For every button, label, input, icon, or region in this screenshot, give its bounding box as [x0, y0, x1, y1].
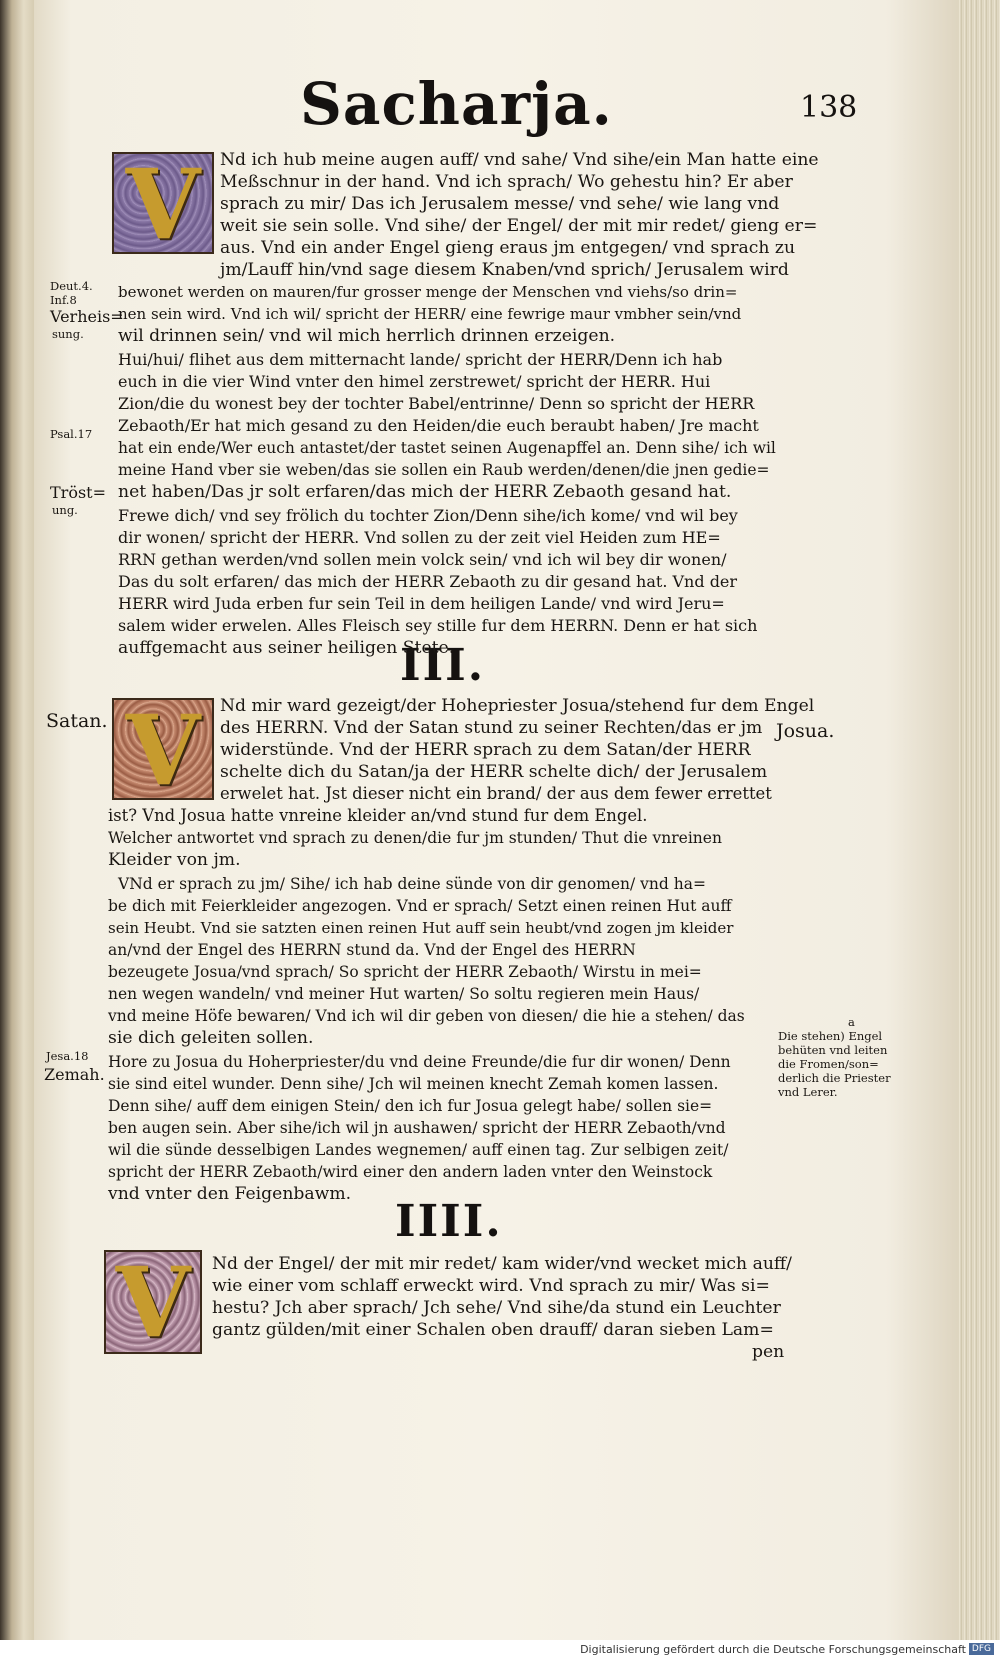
footnote-marker: a [848, 1015, 855, 1029]
margin-reference: Jesa.18 [46, 1049, 89, 1063]
initial-letter: V [125, 152, 201, 254]
margin-reference: Inf.8 [50, 293, 77, 307]
text-line: sie dich geleiten sollen. [108, 1028, 314, 1048]
margin-note: Zemah. [44, 1065, 105, 1084]
text-line: Hui/hui/ flihet aus dem mitternacht lande/ spricht der HERR/Denn ich hab [118, 350, 723, 369]
text-line: Meßschnur in der hand. Vnd ich sprach/ Wo gehestu hin? Er aber [220, 172, 793, 192]
text-line: Hore zu Josua du Hoherpriester/du vnd deine Freunde/die fur dir wonen/ Denn [108, 1053, 731, 1071]
text-line: gantz gülden/mit einer Schalen oben drauff/ daran sieben Lam= [212, 1320, 774, 1340]
text-line: hat ein ende/Wer euch antastet/der tastet seinen Augenapffel an. Denn sihe/ ich wil [118, 439, 776, 457]
text-line: salem wider erwelen. Alles Fleisch sey stille fur dem HERRN. Denn er hat sich [118, 616, 758, 635]
chapter-heading: IIII. [395, 1196, 503, 1247]
text-line: bewonet werden on mauren/fur grosser menge der Menschen vnd viehs/so drin= [118, 283, 738, 301]
text-line: auffgemacht aus seiner heiligen Stete. [118, 638, 455, 658]
margin-reference: Psal.17 [50, 427, 93, 441]
text-line: weit sie sein solle. Vnd sihe/ der Engel/ der mit mir redet/ gieng er= [220, 216, 818, 236]
text-line: ist? Vnd Josua hatte vnreine kleider an/vnd stund fur dem Engel. [108, 806, 648, 825]
text-line: wil die sünde desselbigen Landes wegnemen/ auff einen tag. Zur selbigen zeit/ [108, 1141, 729, 1159]
gloss-line: vnd Lerer. [778, 1085, 838, 1099]
text-line: be dich mit Feierkleider angezogen. Vnd er sprach/ Setzt einen reinen Hut auff [108, 897, 732, 915]
margin-note: Verheis= [50, 307, 124, 326]
gloss-line: Die stehen) Engel [778, 1029, 883, 1043]
decorated-initial [112, 698, 214, 800]
text-line: Nd ich hub meine augen auff/ vnd sahe/ Vnd sihe/ein Man hatte eine [220, 150, 819, 170]
text-line: vnd vnter den Feigenbawm. [108, 1184, 352, 1204]
initial-letter: V [125, 698, 201, 800]
text-line: Das du solt erfaren/ das mich der HERR Zebaoth zu dir gesand hat. Vnd der [118, 572, 738, 591]
decorated-initial [112, 152, 214, 254]
text-line: Denn sihe/ auff dem einigen Stein/ den ich fur Josua gelegt habe/ sollen sie= [108, 1097, 713, 1115]
text-line: wie einer vom schlaff erweckt wird. Vnd sprach zu mir/ Was si= [212, 1276, 770, 1296]
text-line: an/vnd der Engel des HERRN stund da. Vnd der Engel des HERRN [108, 941, 636, 959]
text-line: sprach zu mir/ Das ich Jerusalem messe/ vnd sehe/ wie lang vnd [220, 194, 780, 214]
text-line: Welcher antwortet vnd sprach zu denen/die fur jm stunden/ Thut die vnreinen [108, 829, 722, 847]
left-page-edge [0, 0, 34, 1640]
text-line: sein Heubt. Vnd sie satzten einen reinen Hut auff sein heubt/vnd zogen jm kleider [108, 919, 734, 937]
text-line: Nd der Engel/ der mit mir redet/ kam wider/vnd wecket mich auff/ [212, 1254, 792, 1274]
page-number: 138 [800, 90, 858, 125]
text-line: des HERRN. Vnd der Satan stund zu seiner Rechten/das er jm [220, 718, 763, 738]
text-line: aus. Vnd ein ander Engel gieng eraus jm entgegen/ vnd sprach zu [220, 238, 796, 258]
gloss-line: derlich die Priester [778, 1071, 891, 1085]
margin-note: sung. [52, 327, 84, 341]
text-line: Zebaoth/Er hat mich gesand zu den Heiden/die euch beraubt haben/ Jre macht [118, 416, 759, 435]
decorated-initial [104, 1250, 202, 1354]
text-line: VNd er sprach zu jm/ Sihe/ ich hab deine sünde von dir genomen/ vnd ha= [118, 875, 706, 893]
text-line: Zion/die du wonest bey der tochter Babel/entrinne/ Denn so spricht der HERR [118, 394, 755, 413]
text-line: vnd meine Höfe bewaren/ Vnd ich wil dir geben von diesen/ die hie a stehen/ das [108, 1007, 745, 1025]
margin-note: Satan. [46, 710, 108, 732]
text-line: nen wegen wandeln/ vnd meiner Hut warten/ So soltu regieren mein Haus/ [108, 985, 700, 1003]
text-line: HERR wird Juda erben fur sein Teil in dem heiligen Lande/ vnd wird Jeru= [118, 594, 725, 613]
footer-bar [0, 1640, 1000, 1660]
text-line: dir wonen/ spricht der HERR. Vnd sollen zu der zeit viel Heiden zum HE= [118, 528, 721, 547]
text-line: RRN gethan werden/vnd sollen mein volck sein/ vnd ich wil bey dir wonen/ [118, 550, 727, 569]
text-line: jm/Lauff hin/vnd sage diesem Knaben/vnd sprich/ Jerusalem wird [220, 260, 789, 280]
text-line: hestu? Jch aber sprach/ Jch sehe/ Vnd sihe/da stund ein Leuchter [212, 1298, 781, 1318]
text-line: Frewe dich/ vnd sey frölich du tochter Zion/Denn sihe/ich kome/ vnd wil bey [118, 506, 738, 525]
text-line: nen sein wird. Vnd ich wil/ spricht der HERR/ eine fewrige maur vmbher sein/vnd [118, 305, 742, 323]
text-line: widerstünde. Vnd der HERR sprach zu dem Satan/der HERR [220, 740, 751, 760]
text-line: spricht der HERR Zebaoth/wird einer den andern laden vnter den Weinstock [108, 1163, 713, 1181]
gloss-line: die Fromen/son= [778, 1057, 879, 1071]
text-line: bezeugete Josua/vnd sprach/ So spricht der HERR Zebaoth/ Wirstu in mei= [108, 963, 702, 981]
text-line: ben augen sein. Aber sihe/ich wil jn aushawen/ spricht der HERR Zebaoth/vnd [108, 1119, 726, 1137]
initial-letter: V [115, 1250, 191, 1354]
footer-credit: Digitalisierung gefördert durch die Deutsche Forschungsgemeinschaft [580, 1643, 966, 1656]
margin-reference: Deut.4. [50, 279, 93, 293]
running-head: Sacharja. [300, 70, 613, 138]
text-line: sie sind eitel wunder. Denn sihe/ Jch wil meinen knecht Zemah komen lassen. [108, 1075, 719, 1093]
text-line: net haben/Das jr solt erfaren/das mich der HERR Zebaoth gesand hat. [118, 482, 732, 502]
text-line: euch in die vier Wind vnter den himel zerstrewet/ spricht der HERR. Hui [118, 372, 711, 391]
chapter-heading: III. [400, 640, 486, 691]
text-line: wil drinnen sein/ vnd wil mich herrlich drinnen erzeigen. [118, 326, 616, 346]
gloss-line: behüten vnd leiten [778, 1043, 888, 1057]
page-stack-edge [958, 0, 1000, 1640]
margin-note: ung. [52, 503, 78, 517]
text-line: meine Hand vber sie weben/das sie sollen ein Raub werden/denen/die jnen gedie= [118, 461, 770, 479]
text-line: erwelet hat. Jst dieser nicht ein brand/ der aus dem fewer errettet [220, 784, 772, 803]
margin-note: Tröst= [50, 483, 106, 502]
text-line: Kleider von jm. [108, 850, 241, 870]
margin-note: Josua. [776, 720, 835, 742]
dfg-logo: DFG [969, 1643, 994, 1655]
text-line: pen [752, 1342, 785, 1362]
text-line: Nd mir ward gezeigt/der Hohepriester Josua/stehend fur dem Engel [220, 696, 815, 716]
text-line: schelte dich du Satan/ja der HERR schelte dich/ der Jerusalem [220, 762, 768, 782]
